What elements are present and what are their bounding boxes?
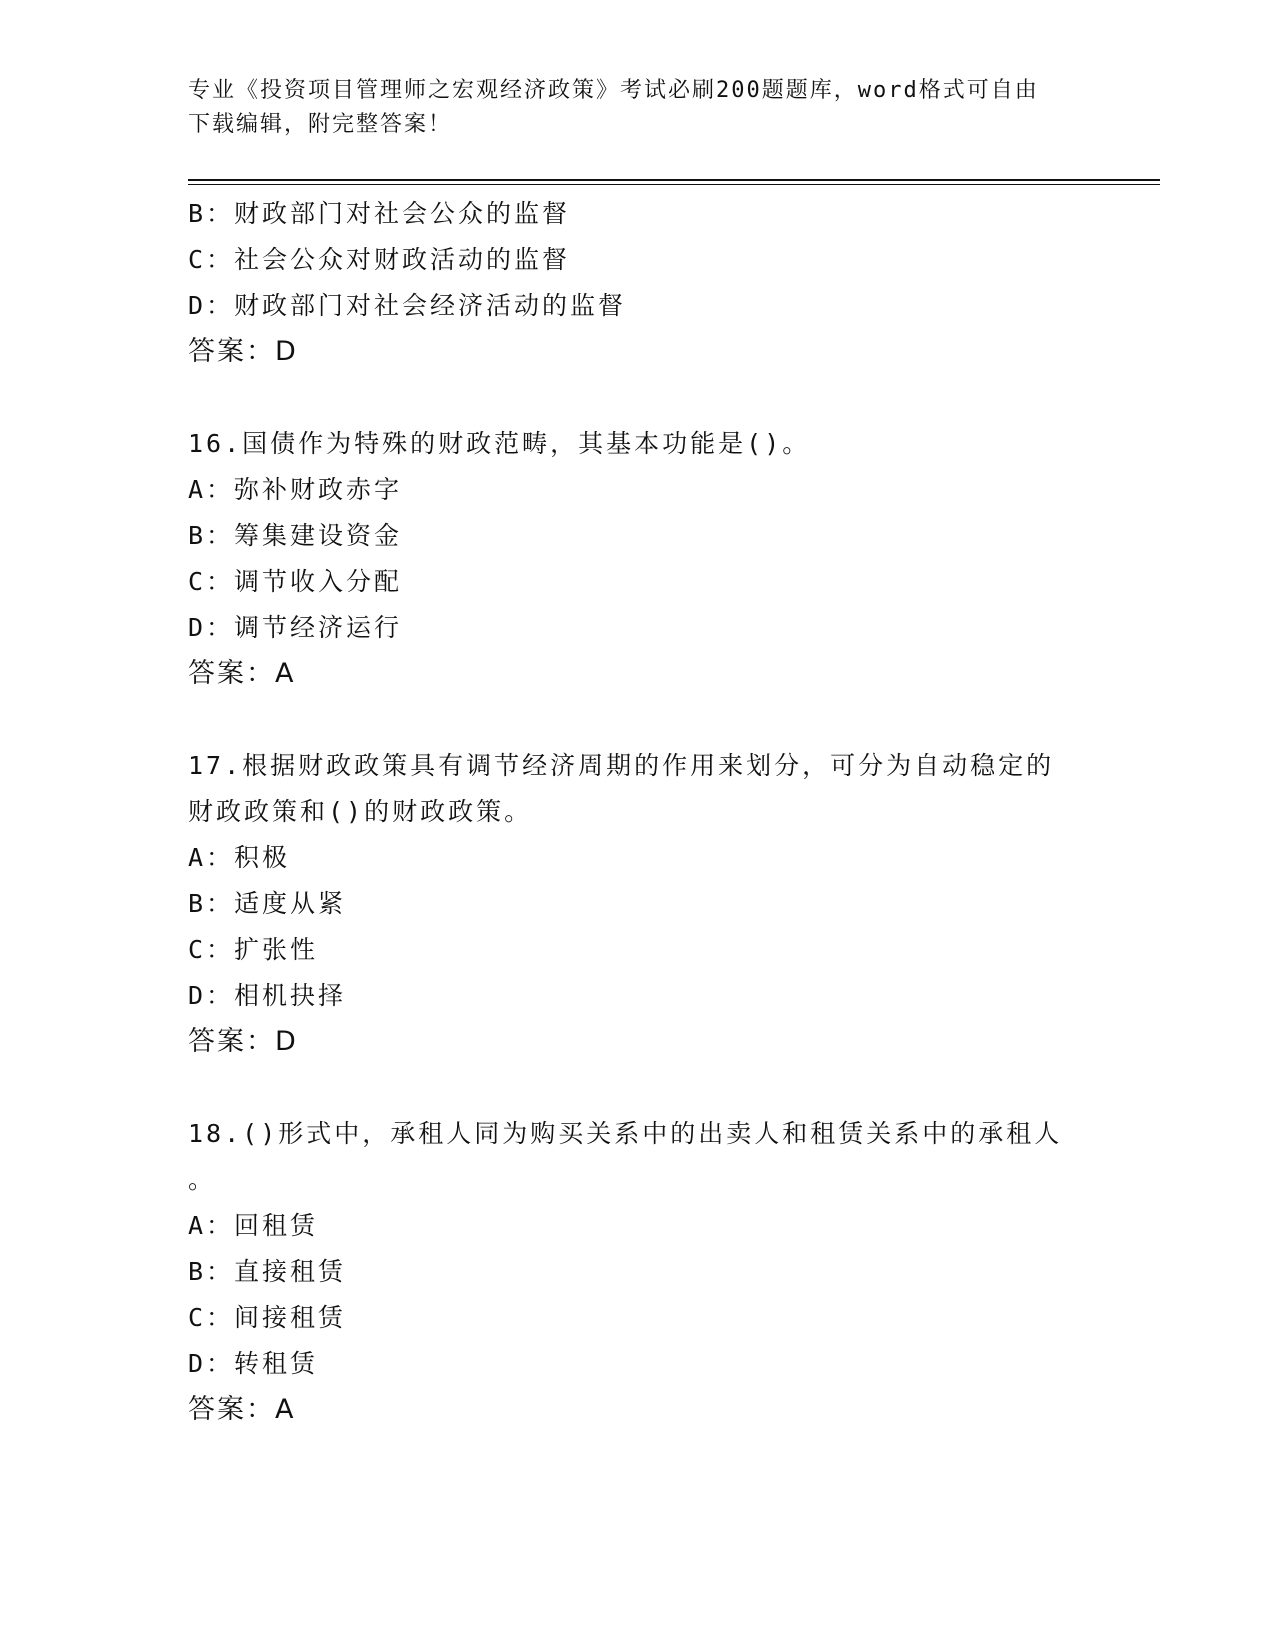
- document-header: [188, 74, 1088, 142]
- option-c: C：社会公众对财政活动的监督: [188, 245, 571, 274]
- question-18: [188, 1111, 1088, 1433]
- option-c: C：调节收入分配: [188, 567, 403, 596]
- option-a: A：弥补财政赤字: [188, 475, 403, 504]
- question-spacer: [188, 1065, 1088, 1111]
- option-c: C：扩张性: [188, 935, 319, 964]
- option-b: B：筹集建设资金: [188, 521, 403, 550]
- question-spacer: [188, 375, 1088, 421]
- option-d: D：财政部门对社会经济活动的监督: [188, 291, 627, 320]
- question-17: [188, 743, 1088, 1065]
- option-d: D：调节经济运行: [188, 613, 403, 642]
- question-15-continued: [188, 191, 1088, 375]
- question-spacer: [188, 697, 1088, 743]
- question-stem-continued: 财政政策和()的财政政策。: [188, 797, 533, 826]
- option-b: B：财政部门对社会公众的监督: [188, 199, 571, 228]
- question-stem: 16.国债作为特殊的财政范畴，其基本功能是()。: [188, 429, 811, 458]
- answer-line: 答案：A: [188, 1394, 296, 1425]
- answer-line: 答案：A: [188, 658, 296, 689]
- question-16: [188, 421, 1088, 697]
- option-d: D：转租赁: [188, 1349, 319, 1378]
- header-line-1: 专业《投资项目管理师之宏观经济政策》考试必刷200题题库，word格式可自由: [188, 78, 1039, 103]
- option-b: B：直接租赁: [188, 1257, 347, 1286]
- header-divider-thin: [188, 184, 1160, 185]
- option-a: A：积极: [188, 843, 291, 872]
- answer-line: 答案：D: [188, 1026, 298, 1057]
- answer-line: 答案：D: [188, 336, 298, 367]
- option-a: A：回租赁: [188, 1211, 319, 1240]
- option-d: D：相机抉择: [188, 981, 347, 1010]
- question-list: [188, 191, 1088, 1433]
- question-stem: 17.根据财政政策具有调节经济周期的作用来划分，可分为自动稳定的: [188, 751, 1055, 780]
- header-line-2: 下载编辑，附完整答案！: [188, 112, 453, 137]
- question-stem: 18.()形式中，承租人同为购买关系中的出卖人和租赁关系中的承租人: [188, 1119, 1063, 1148]
- option-b: B：适度从紧: [188, 889, 347, 918]
- header-divider-thick: [188, 179, 1160, 181]
- option-c: C：间接租赁: [188, 1303, 347, 1332]
- question-stem-continued: 。: [188, 1165, 217, 1194]
